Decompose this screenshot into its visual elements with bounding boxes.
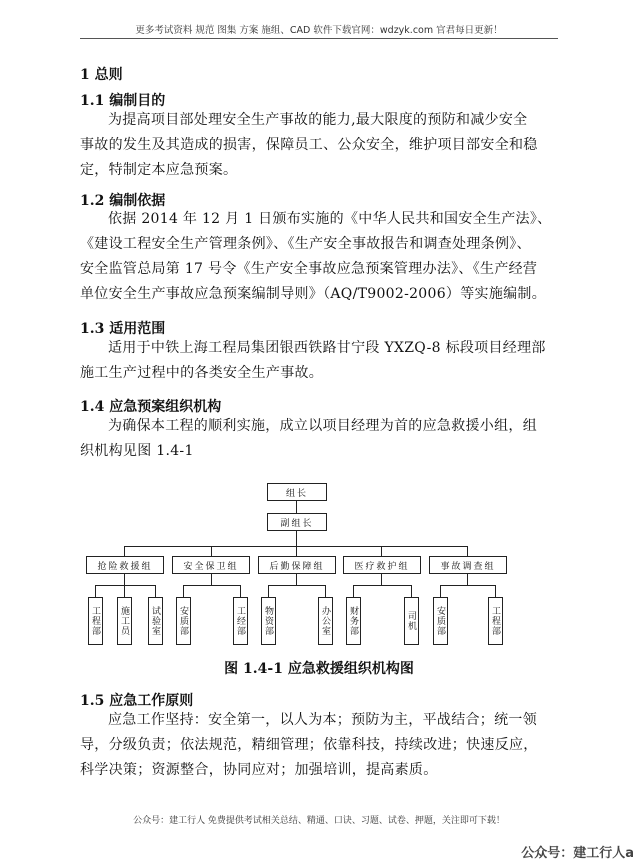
text-line: 应急工作坚持：安全第一，以人为本；预防为主，平战结合；统一领 <box>108 712 537 728</box>
text-line: 为确保本工程的顺利实施，成立以项目经理为首的应急救援小组，组 <box>108 418 537 434</box>
connector <box>183 585 240 586</box>
connector <box>268 585 325 586</box>
connector <box>124 585 125 597</box>
header-divider <box>80 38 558 39</box>
org-leader-box: 组长 <box>267 483 327 501</box>
section-1-3-title: 1.3 适用范围 <box>80 321 166 337</box>
org-group-logistics: 后勤保障组 <box>258 556 336 574</box>
org-group-rescue: 抢险救援组 <box>86 556 164 574</box>
page-footer: 公众号：建工行人 免费提供考试相关总结、精通、口诀、习题、试卷、押题，关注即可下载！ <box>133 816 505 826</box>
org-group-security: 安全保卫组 <box>172 556 250 574</box>
connector <box>353 585 411 586</box>
text-line: 施工生产过程中的各类安全生产事故。 <box>80 365 324 381</box>
connector <box>467 573 468 585</box>
org-member-box: 物资部 <box>261 597 276 645</box>
connector <box>296 573 297 585</box>
org-deputy-box: 副组长 <box>267 513 327 531</box>
section-1-1-body <box>80 108 560 183</box>
org-group-investigation: 事故调查组 <box>429 556 507 574</box>
text-line: 为提高项目部处理安全生产事故的能力,最大限度的预防和减少安全 <box>108 112 528 128</box>
org-member-box: 办公室 <box>318 597 333 645</box>
text-line: 单位安全生产事故应急预案编制导则》（AQ/T9002-2006）等实施编制。 <box>80 286 547 302</box>
org-member-box: 安质部 <box>433 597 448 645</box>
org-member-box: 试验室 <box>148 597 163 645</box>
text-line: 科学决策；资源整合，协同应对；加强培训，提高素质。 <box>80 762 438 778</box>
connector <box>440 585 495 586</box>
text-line: 织机构见图 1.4-1 <box>80 443 194 459</box>
text-line: 导，分级负责；依法规范，精细管理；依靠科技，持续改进；快速反应， <box>80 737 538 753</box>
section-1-5-title: 1.5 应急工作原则 <box>80 693 194 709</box>
section-1-4-body <box>80 414 560 464</box>
connector <box>467 546 468 556</box>
section-1-4-title: 1.4 应急预案组织机构 <box>80 399 222 415</box>
text-line: 事故的发生及其造成的损害，保障员工、公众安全，维护项目部安全和稳 <box>80 137 538 153</box>
connector <box>296 546 297 556</box>
text-line: 适用于中铁上海工程局集团银西铁路甘宁段 YXZQ-8 标段项目经理部 <box>108 340 546 356</box>
connector <box>124 546 125 556</box>
section-1-2-title: 1.2 编制依据 <box>80 193 166 209</box>
connector <box>440 585 441 597</box>
org-member-box: 工经部 <box>233 597 248 645</box>
page-header: 更多考试资料 规范 图集 方案 施组、CAD 软件下载官网：wdzyk.com 官君每日更新！ <box>135 25 503 36</box>
section-1-2-body <box>80 207 560 307</box>
connector <box>296 530 297 546</box>
connector <box>381 573 382 585</box>
org-member-box: 工程部 <box>88 597 103 645</box>
connector <box>183 585 184 597</box>
connector <box>268 585 269 597</box>
text-line: 安全监管总局第 17 号令《生产安全事故应急预案管理办法》、《生产经营 <box>80 261 538 277</box>
org-member-box: 司机 <box>404 597 419 645</box>
org-member-box: 财务部 <box>346 597 361 645</box>
section-1-1-title: 1.1 编制目的 <box>80 93 166 109</box>
connector <box>124 573 125 585</box>
text-line: 《建设工程安全生产管理条例》、《生产安全事故报告和调查处理条例》、 <box>80 236 531 252</box>
connector <box>353 585 354 597</box>
connector <box>240 585 241 597</box>
connector <box>495 585 496 597</box>
connector <box>95 585 96 597</box>
connector <box>211 546 212 556</box>
connector <box>155 585 156 597</box>
connector <box>296 500 297 513</box>
text-line: 依据 2014 年 12 月 1 日颁布实施的《中华人民共和国安全生产法》、 <box>108 211 552 227</box>
text-line: 定，特制定本应急预案。 <box>80 162 238 178</box>
connector <box>411 585 412 597</box>
org-member-box: 安质部 <box>176 597 191 645</box>
section-1-3-body <box>80 336 560 386</box>
org-member-box: 施工员 <box>117 597 132 645</box>
section-1-5-body <box>80 708 560 783</box>
connector <box>325 585 326 597</box>
watermark: 公众号：建工行人a <box>521 846 634 861</box>
connector <box>95 585 155 586</box>
section-1-title: 1 总则 <box>80 67 123 83</box>
connector <box>211 573 212 585</box>
connector <box>381 546 382 556</box>
org-group-medical: 医疗救护组 <box>343 556 421 574</box>
org-member-box: 工程部 <box>488 597 503 645</box>
figure-caption: 图 1.4-1 应急救援组织机构图 <box>224 661 414 677</box>
